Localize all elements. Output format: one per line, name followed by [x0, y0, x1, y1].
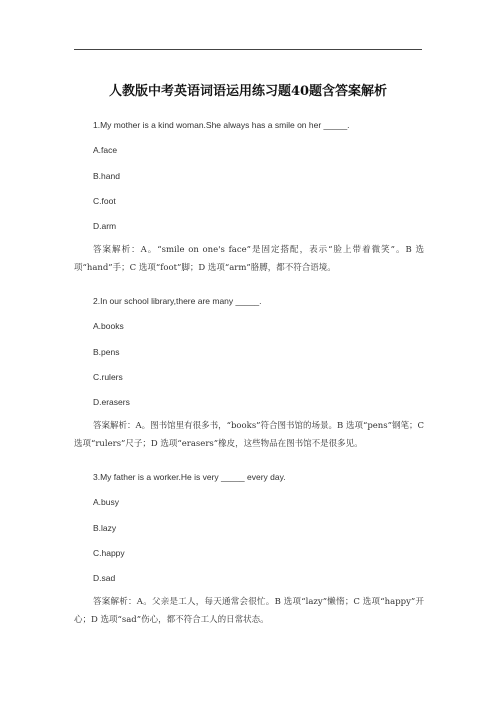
- question-1-option-b: B.hand: [93, 171, 120, 181]
- question-3-option-d: D.sad: [93, 573, 116, 583]
- question-1-analysis: 答案解析：A。“smile on one's face”是固定搭配，表示“脸上带着微笑”。B 选项“hand”手；C 选项“foot”脚；D 选项“arm”胳膊，都不符合语境。: [74, 245, 424, 273]
- question-3-stem: 3.My father is a worker.He is very _____ every day.: [93, 472, 286, 482]
- header-rule: [74, 49, 422, 50]
- question-2-stem: 2.In our school library,there are many _____.: [93, 296, 262, 306]
- question-1-option-d: D.arm: [93, 221, 117, 231]
- question-2-option-c: C.rulers: [93, 372, 123, 382]
- question-3-option-a: A.busy: [93, 497, 119, 507]
- question-3-option-c: C.happy: [93, 548, 125, 558]
- question-1-option-a: A.face: [93, 145, 118, 155]
- question-2-option-d: D.erasers: [93, 397, 130, 407]
- question-2-option-b: B.pens: [93, 347, 120, 357]
- question-2-option-a: A.books: [93, 321, 124, 331]
- question-3-option-b: B.lazy: [93, 523, 117, 533]
- document-title: 人教版中考英语词语运用练习题40题含答案解析: [108, 84, 388, 99]
- question-1-option-c: C.foot: [93, 196, 116, 206]
- question-1-stem: 1.My mother is a kind woman.She always has a smile on her _____.: [93, 120, 350, 130]
- question-3-analysis: 答案解析：A。父亲是工人，每天通常会很忙。B 选项“lazy”懒惰；C 选项“happy”开心；D 选项“sad”伤心，都不符合工人的日常状态。: [74, 597, 424, 625]
- question-2-analysis: 答案解析：A。图书馆里有很多书，“books”符合图书馆的场景。B 选项“pens”钢笔；C 选项“rulers”尺子；D 选项“erasers”橡皮，这些物品在图书馆不是很多见。: [74, 421, 424, 449]
